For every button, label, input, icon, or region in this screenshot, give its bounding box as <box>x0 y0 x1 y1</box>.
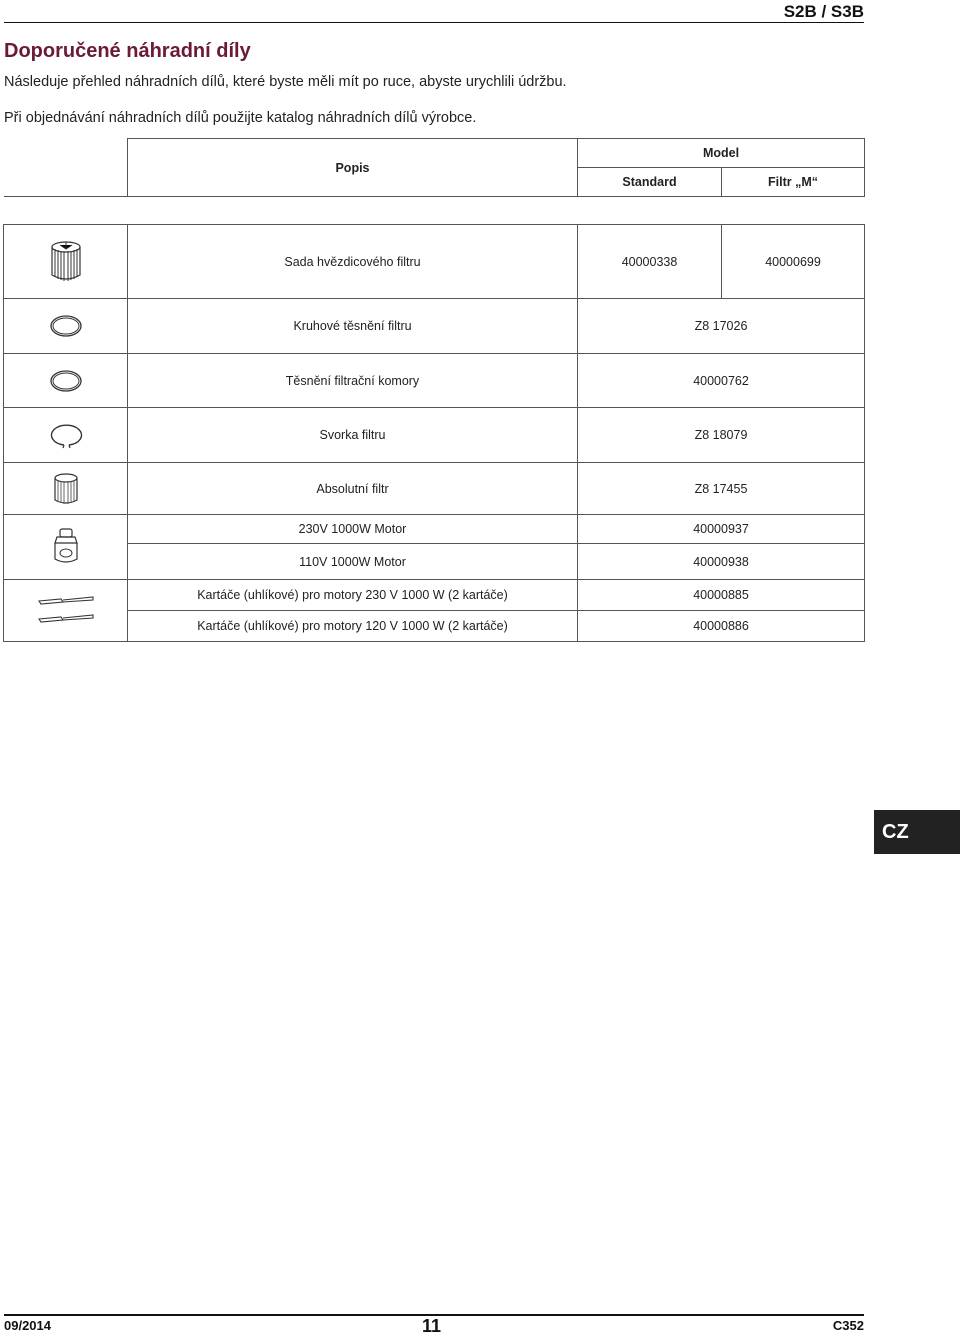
header-blank-cell <box>4 139 128 197</box>
table-row <box>4 354 865 408</box>
description-cell: Svorka filtru <box>128 408 578 463</box>
description-cell: Kartáče (uhlíkové) pro motory 120 V 1000 W (2 kartáče) <box>128 611 578 642</box>
code-cell: 40000938 <box>578 544 865 580</box>
code-cell: Z8 18079 <box>578 408 865 463</box>
motor-icon <box>4 515 128 580</box>
model-code: S2B / S3B <box>783 2 864 21</box>
absolute-filter-icon <box>4 463 128 515</box>
language-tab: CZ <box>874 810 960 854</box>
code-cell: 40000885 <box>578 580 865 611</box>
table-row <box>4 515 865 544</box>
star-filter-icon <box>4 225 128 299</box>
spare-parts-table <box>3 138 865 642</box>
table-row <box>4 225 865 299</box>
clip-ring-icon <box>4 408 128 463</box>
description-cell: 110V 1000W Motor <box>128 544 578 580</box>
table-row <box>4 408 865 463</box>
description-cell: Těsnění filtrační komory <box>128 354 578 408</box>
spacer-row <box>4 197 865 225</box>
header-model: Model <box>578 139 865 168</box>
table-row <box>4 299 865 354</box>
code-cell: 40000762 <box>578 354 865 408</box>
code-cell: 40000886 <box>578 611 865 642</box>
standard-code-cell: 40000338 <box>578 225 722 299</box>
footer-date: 09/2014 <box>4 1318 51 1333</box>
table-row <box>4 611 865 642</box>
header-rule <box>4 22 864 23</box>
table-row <box>4 580 865 611</box>
code-cell: Z8 17455 <box>578 463 865 515</box>
filter-m-code-cell: 40000699 <box>722 225 865 299</box>
table-row <box>4 463 865 515</box>
description-cell: 230V 1000W Motor <box>128 515 578 544</box>
code-cell: 40000937 <box>578 515 865 544</box>
intro-paragraph-2: Při objednávání náhradních dílů použijte katalog náhradních dílů výrobce. <box>4 110 477 126</box>
intro-paragraph-1: Následuje přehled náhradních dílů, které byste měli mít po ruce, abyste urychlili údržbu. <box>4 74 567 90</box>
carbon-brushes-icon <box>4 580 128 642</box>
description-cell: Kartáče (uhlíkové) pro motory 230 V 1000 W (2 kartáče) <box>128 580 578 611</box>
header-description: Popis <box>128 139 578 197</box>
o-ring-icon <box>4 354 128 408</box>
code-cell: Z8 17026 <box>578 299 865 354</box>
header-standard: Standard <box>578 168 722 197</box>
o-ring-icon <box>4 299 128 354</box>
description-cell: Kruhové těsnění filtru <box>128 299 578 354</box>
section-title: Doporučené náhradní díly <box>4 40 251 62</box>
document-code: C352 <box>832 1318 864 1333</box>
page-number: 11 <box>422 1316 442 1336</box>
description-cell: Sada hvězdicového filtru <box>128 225 578 299</box>
table-row <box>4 544 865 580</box>
header-filter-m: Filtr „M“ <box>722 168 865 197</box>
description-cell: Absolutní filtr <box>128 463 578 515</box>
